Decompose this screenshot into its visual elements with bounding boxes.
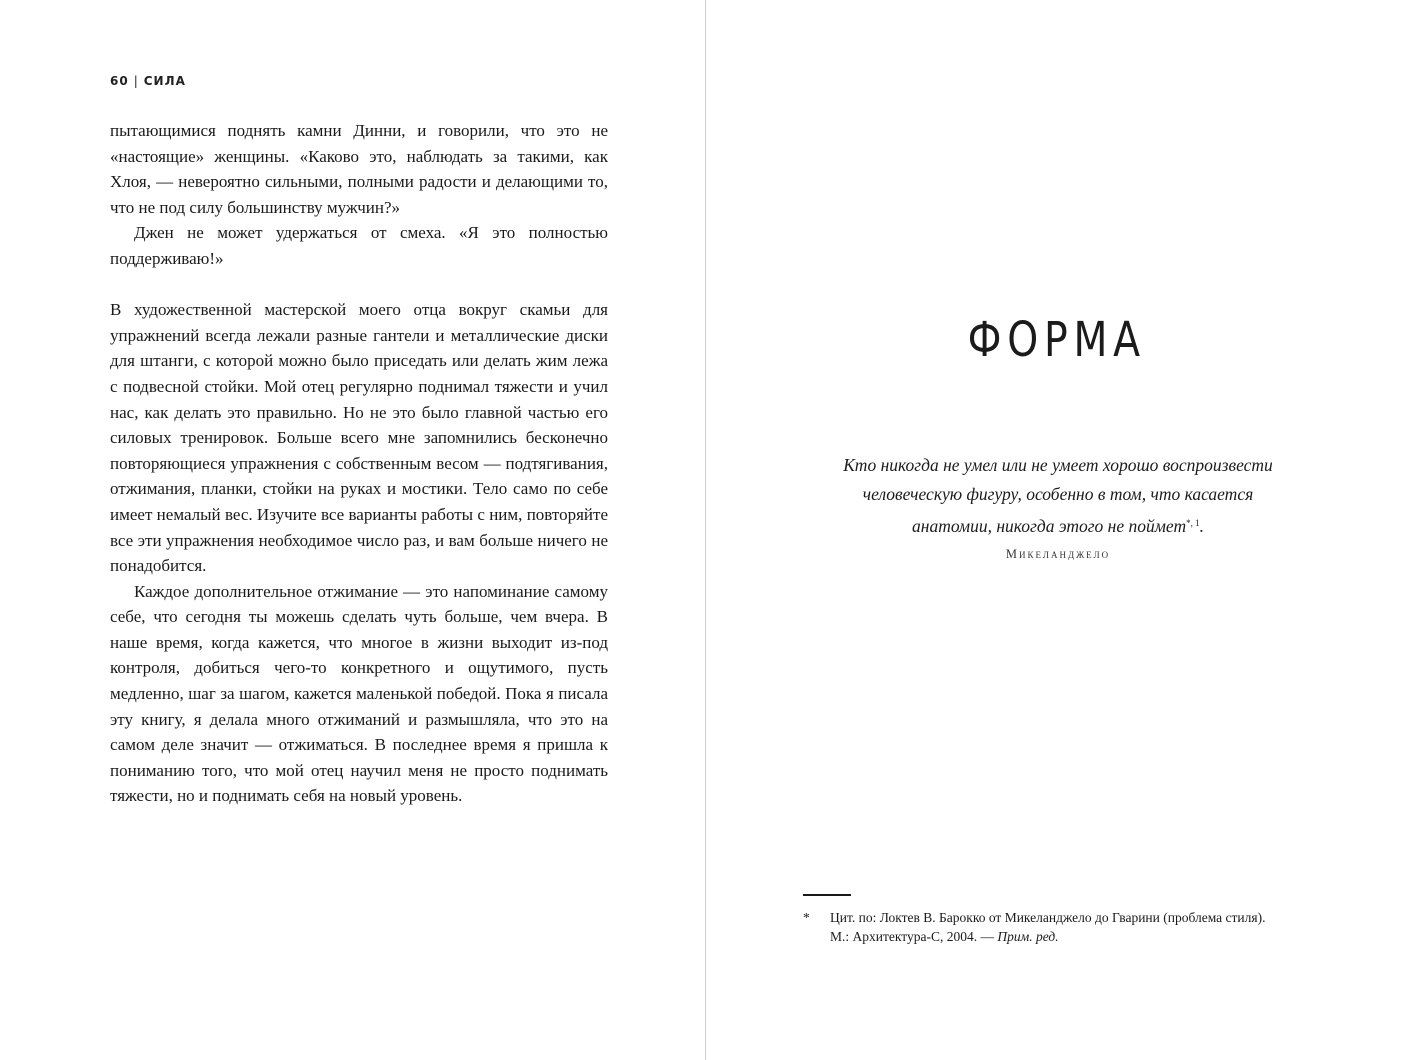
epigraph-period: .	[1199, 516, 1204, 536]
footnote-line	[830, 927, 1323, 946]
page-number: 60	[110, 74, 129, 88]
section-title: СИЛА	[143, 74, 186, 88]
paragraph-workshop: В художественной мастерской моего отца вокруг скамьи для упражнений всегда лежали разные гантели и металлические диски для штанги, с которой можно было приседать или делать жим лежа с подвесной стойки. Мой отец регулярно поднимал тяжести и учил нас, как делать это правильно. Но не это было главной частью его силовых тренировок. Больше всего мне запомнились бесконечно повторяющиеся упражнения с собственным весом — подтягивания, отжимания, планки, стойки на руках и мостики. Тело само по себе имеет немалый вес. Изучите все варианты работы с ним, повторяйте все эти упражнения необходимое число раз, и вам больше ничего не понадобится.	[110, 300, 608, 576]
footnote-rule	[803, 894, 851, 896]
epigraph-line: Кто никогда не умел или не умеет хорошо воспроизвести	[843, 455, 1273, 475]
editor-note: Прим. ред.	[997, 929, 1059, 944]
right-page	[706, 0, 1410, 1060]
footnote-reference: *, 1	[1186, 518, 1200, 528]
running-head	[110, 74, 186, 88]
epigraph-line	[706, 509, 1410, 541]
chapter-title: ФОРМА	[967, 312, 1146, 368]
paragraph-pushups: Каждое дополнительное отжимание — это напоминание самому себе, что сегодня ты можешь сделать чуть больше, чем вчера. В наше время, когда кажется, что многое в жизни выходит из-под контроля, добиться чего-то конкретного и ощутимого, пусть медленно, шаг за шагом, кажется маленькой победой. Пока я писала эту книгу, я делала много отжиманий и размышляла, что это на самом деле значит — отжиматься. В последнее время я пришла к пониманию того, что мой отец научил меня не просто поднимать тяжести, но и поднимать себя на новый уровень.	[110, 581, 608, 806]
paragraph-quote: Джен не может удержаться от смеха. «Я это полностью поддерживаю!»	[110, 223, 608, 268]
footnote-text	[830, 908, 1323, 946]
running-head-separator: |	[133, 74, 139, 88]
footnote-source: М.: Архитектура-С, 2004. —	[830, 929, 998, 944]
epigraph-line: человеческую фигуру, особенно в том, что касается	[862, 484, 1254, 504]
epigraph-line-text: анатомии, никогда этого не поймет	[912, 516, 1187, 536]
paragraph-continued: пытающимися поднять камни Динни, и говорили, что это не «настоящие» женщины. «Каково это, наблюдать за такими, как Хлоя, — невероятно сильными, полными радости и делающими то, что не под силу большинству мужчин?»	[110, 121, 608, 217]
footnote-line: Цит. по: Локтев В. Барокко от Микеланджело до Гварини (проблема стиля).	[830, 910, 1266, 925]
footnote	[803, 908, 1323, 946]
body-text	[110, 118, 608, 809]
epigraph-author: Микеланджело	[1005, 547, 1111, 561]
footnote-mark: *	[803, 910, 810, 925]
epigraph	[706, 451, 1410, 541]
